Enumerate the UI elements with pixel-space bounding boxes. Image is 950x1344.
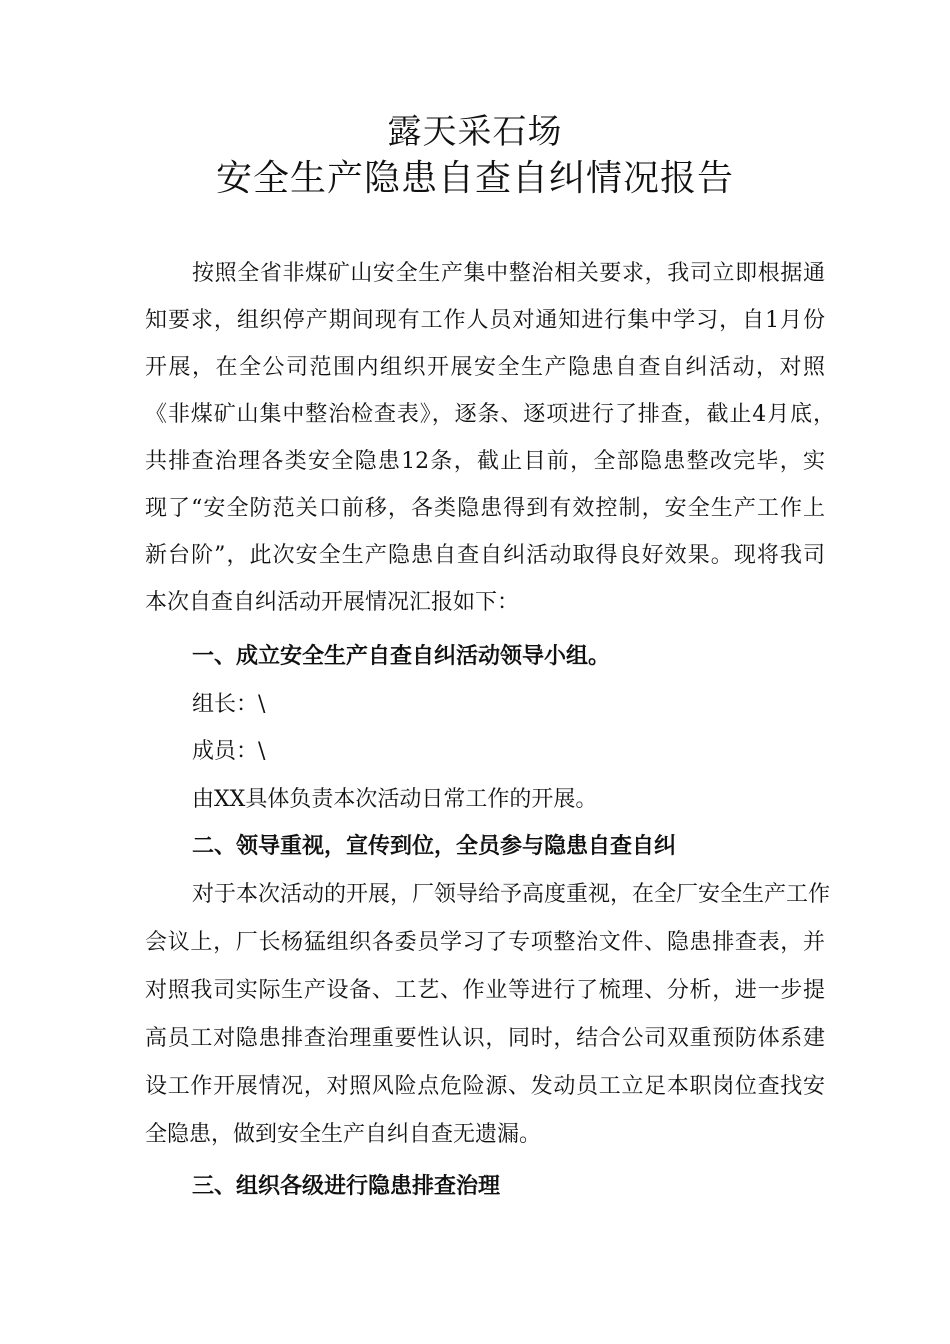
section-heading-2: 二、领导重视，宣传到位，全员参与隐患自查自纠 xyxy=(192,834,677,859)
intro-line-7: 新台阶”，此次安全生产隐患自查自纠活动取得良好效果。现将我司 xyxy=(145,543,825,568)
section-heading-1: 一、成立安全生产自查自纠活动领导小组。 xyxy=(192,644,611,669)
intro-line-3: 开展，在全公司范围内组织开展安全生产隐患自查自纠活动，对照 xyxy=(145,355,825,380)
members-line: 成员：\ xyxy=(192,739,266,764)
intro-line-2: 知要求，组织停产期间现有工作人员对通知进行集中学习，自1月份 xyxy=(145,308,825,333)
section2-line-1: 对于本次活动的开展，厂领导给予高度重视，在全厂安全生产工作 xyxy=(192,882,831,907)
leader-line: 组长：\ xyxy=(192,692,266,717)
section2-line-3: 对照我司实际生产设备、工艺、作业等进行了梳理、分析，进一步提 xyxy=(145,978,825,1003)
section2-line-2: 会议上，厂长杨猛组织各委员学习了专项整治文件、隐患排查表，并 xyxy=(145,930,825,955)
section2-line-4: 高员工对隐患排查治理重要性认识，同时，结合公司双重预防体系建 xyxy=(145,1026,825,1051)
document-title-line2: 安全生产隐患自查自纠情况报告 xyxy=(215,158,734,199)
section2-line-6: 全隐患，做到安全生产自纠自查无遗漏。 xyxy=(145,1122,542,1147)
section2-line-5: 设工作开展情况，对照风险点危险源、发动员工立足本职岗位查找安 xyxy=(145,1074,825,1099)
section-heading-3: 三、组织各级进行隐患排查治理 xyxy=(192,1174,501,1199)
intro-line-5: 共排查治理各类安全隐患12条，截止目前，全部隐患整改完毕，实 xyxy=(145,449,825,474)
intro-line-8: 本次自查自纠活动开展情况汇报如下： xyxy=(145,590,520,615)
intro-line-4: 《非煤矿山集中整治检查表》，逐条、逐项进行了排查，截止4月底， xyxy=(145,402,835,427)
responsible-line: 由XX具体负责本次活动日常工作的开展。 xyxy=(192,787,598,812)
intro-line-6: 现了“安全防范关口前移，各类隐患得到有效控制，安全生产工作上 xyxy=(145,496,825,521)
document-title-line1: 露天采石场 xyxy=(387,112,563,152)
intro-line-1: 按照全省非煤矿山安全生产集中整治相关要求，我司立即根据通 xyxy=(192,261,825,286)
